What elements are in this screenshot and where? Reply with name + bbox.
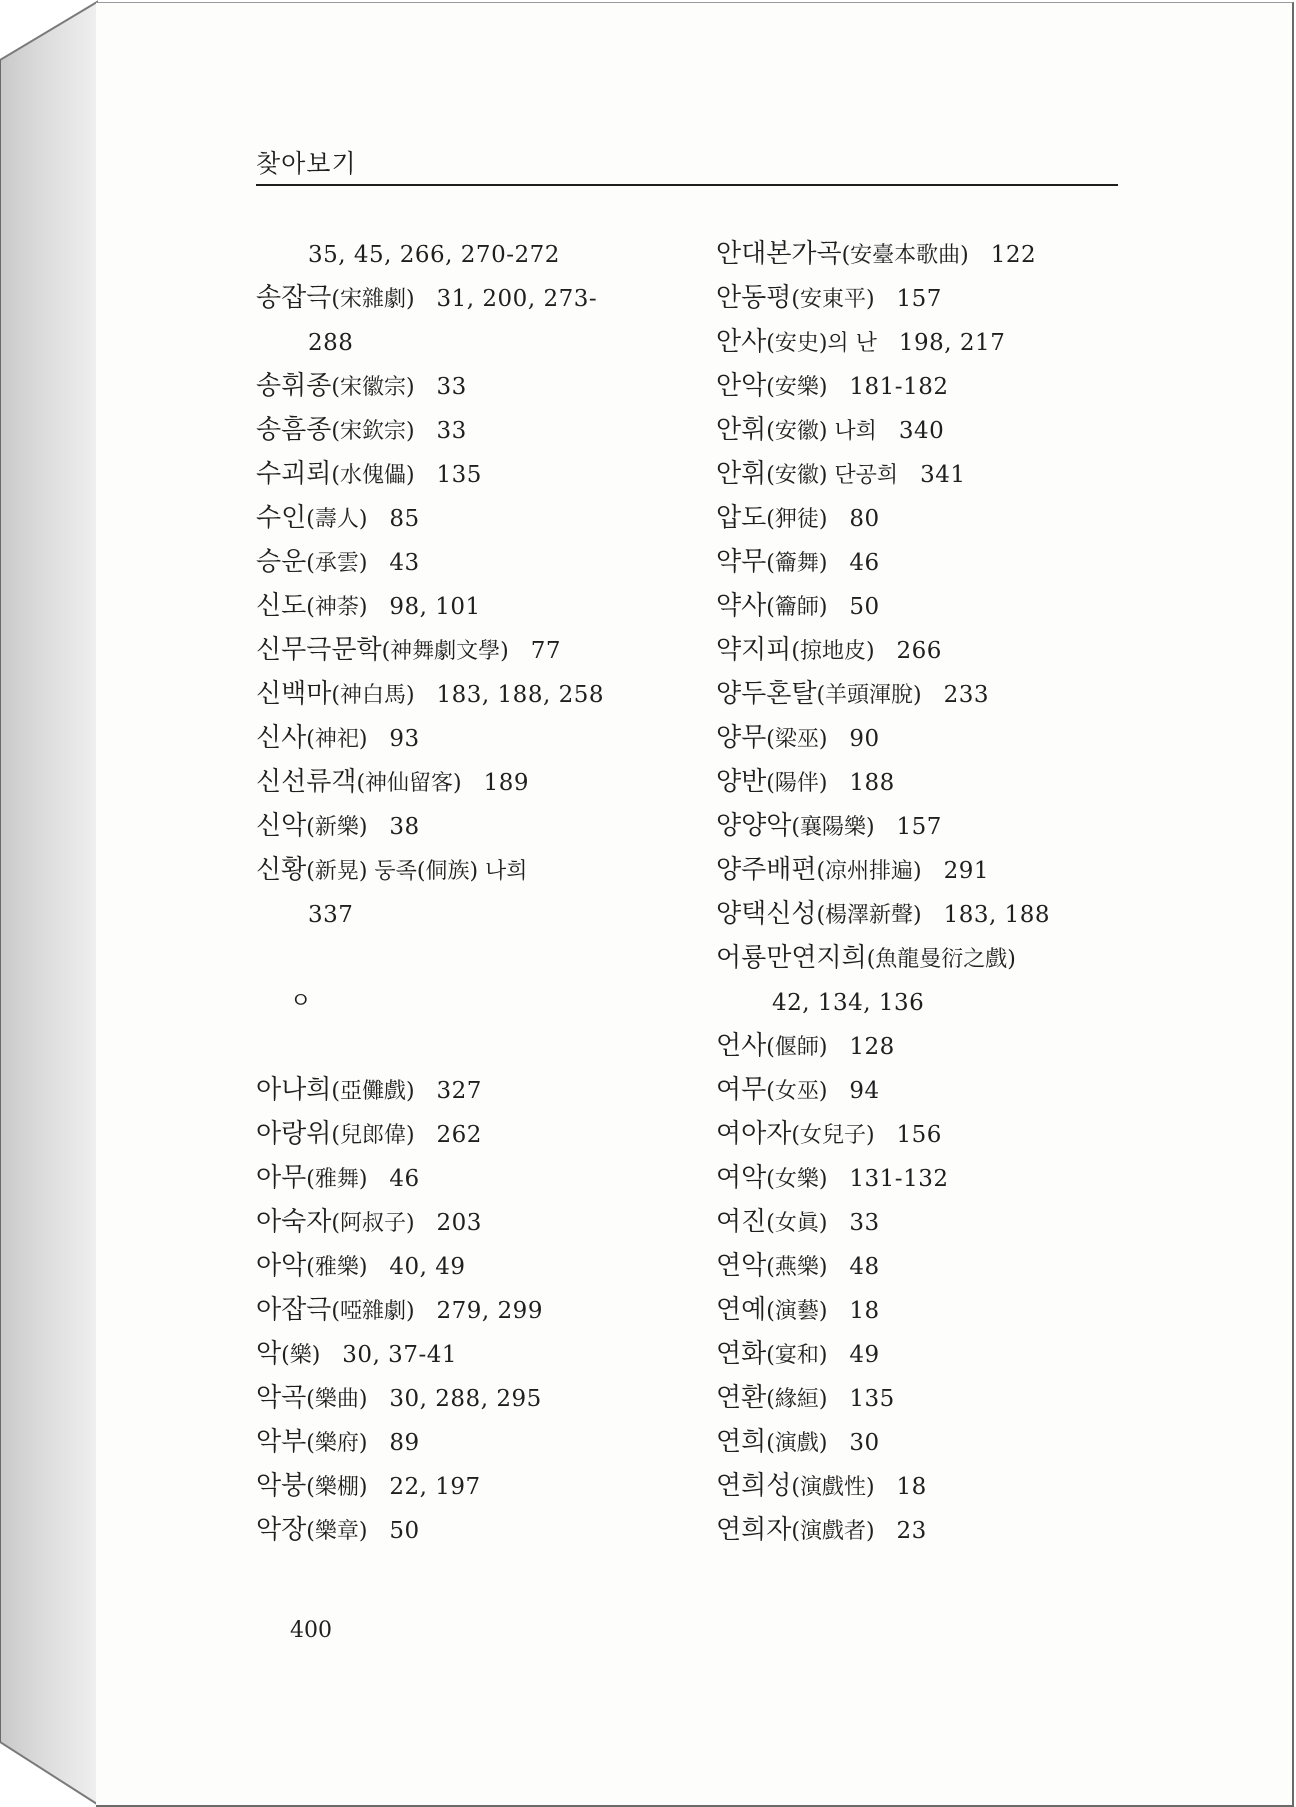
entry-hanja: (樂棚) [306, 1475, 368, 1500]
index-entry [716, 1200, 1136, 1244]
entry-pages: 183, 188 [943, 902, 1051, 928]
entry-hanja: (魚龍曼衍之戲) [866, 947, 1016, 972]
entry-pages: 40, 49 [389, 1254, 466, 1280]
index-entry [256, 848, 676, 892]
entry-term: 송잡극 [256, 283, 332, 313]
entry-hanja: (安徽) 단공희 [766, 463, 899, 488]
entry-term: 악곡 [256, 1383, 307, 1413]
index-entry [256, 672, 676, 716]
entry-term: 연화 [716, 1339, 767, 1369]
index-entry [256, 1464, 676, 1508]
entry-pages: 131-132 [849, 1166, 949, 1192]
entry-term: 안휘 [716, 459, 767, 489]
entry-pages: 38 [389, 814, 420, 840]
index-entry [716, 1024, 1136, 1068]
entry-term: 연희자 [716, 1515, 792, 1545]
entry-term: 악부 [256, 1427, 307, 1457]
entry-term: 약지피 [716, 635, 792, 665]
index-entry [716, 672, 1136, 716]
entry-pages: 340 [898, 418, 945, 444]
entry-term: 여무 [716, 1075, 767, 1105]
index-entry [716, 1068, 1136, 1112]
entry-pages: 35, 45, 266, 270-272 [308, 242, 560, 268]
entry-pages: 30, 37-41 [342, 1342, 457, 1368]
index-entry [256, 584, 676, 628]
entry-pages: 30, 288, 295 [389, 1386, 542, 1412]
entry-pages: 233 [943, 682, 990, 708]
entry-hanja: (凉州排遍) [816, 859, 922, 884]
index-entry [256, 628, 676, 672]
entry-term: 압도 [716, 503, 767, 533]
entry-hanja: (安史)의 난 [766, 331, 877, 356]
entry-hanja: (水傀儡) [331, 463, 415, 488]
entry-term: 아악 [256, 1251, 307, 1281]
entry-term: 안동평 [716, 283, 792, 313]
entry-hanja: (神荼) [306, 595, 368, 620]
entry-pages: 288 [308, 330, 354, 356]
entry-term: 신백마 [256, 679, 332, 709]
entry-pages: 43 [389, 550, 420, 576]
entry-term: 연환 [716, 1383, 767, 1413]
index-entry [716, 1464, 1136, 1508]
entry-term: 양양악 [716, 811, 792, 841]
entry-pages: 135 [436, 462, 482, 488]
entry-pages: 46 [389, 1166, 420, 1192]
entry-pages: 189 [483, 770, 530, 796]
page-number: 400 [290, 1618, 332, 1643]
entry-term: 언사 [716, 1031, 767, 1061]
entry-term: 여악 [716, 1163, 767, 1193]
entry-pages: 157 [896, 814, 942, 840]
entry-pages: 128 [849, 1034, 895, 1060]
entry-pages: 30 [849, 1430, 880, 1456]
entry-hanja: (掠地皮) [791, 639, 875, 664]
index-column-left [256, 232, 676, 1552]
entry-pages: 22, 197 [389, 1474, 481, 1500]
entry-pages: 93 [389, 726, 420, 752]
entry-term: 신도 [256, 591, 307, 621]
entry-hanja: (安臺本歌曲) [841, 243, 969, 268]
entry-pages: 85 [389, 506, 420, 532]
entry-term: 악붕 [256, 1471, 307, 1501]
entry-term: 송흠종 [256, 415, 332, 445]
index-entry [256, 496, 676, 540]
index-entry [716, 584, 1136, 628]
entry-pages: 33 [436, 374, 467, 400]
entry-hanja: (演戲) [766, 1431, 828, 1456]
entry-hanja: (壽人) [306, 507, 368, 532]
entry-pages: 266 [896, 638, 942, 664]
entry-pages: 23 [896, 1518, 927, 1544]
entry-term: 아랑위 [256, 1119, 332, 1149]
entry-hanja: (緣絙) [766, 1387, 828, 1412]
entry-term: 연악 [716, 1251, 767, 1281]
entry-hanja: (亞儺戲) [331, 1079, 415, 1104]
entry-term: 아숙자 [256, 1207, 332, 1237]
entry-hanja: (神祀) [306, 727, 368, 752]
entry-term: 신사 [256, 723, 307, 753]
entry-hanja: (樂章) [306, 1519, 368, 1544]
entry-hanja: (雅舞) [306, 1167, 368, 1192]
entry-pages: 157 [896, 286, 942, 312]
index-entry [256, 1156, 676, 1200]
entry-hanja: (宋雜劇) [331, 287, 415, 312]
running-header [256, 142, 1118, 186]
entry-hanja: (演藝) [766, 1299, 828, 1324]
entry-term: 연예 [716, 1295, 767, 1325]
index-entry [716, 1244, 1136, 1288]
entry-continuation [716, 980, 1136, 1024]
index-entry [256, 364, 676, 408]
entry-hanja: (偃師) [766, 1035, 828, 1060]
entry-term: 수인 [256, 503, 307, 533]
entry-hanja: (承雲) [306, 551, 368, 576]
entry-pages: 50 [849, 594, 880, 620]
entry-hanja: (羊頭渾脫) [816, 683, 922, 708]
entry-pages: 181-182 [849, 374, 949, 400]
entry-hanja: (燕樂) [766, 1255, 828, 1280]
entry-term: 아나희 [256, 1075, 332, 1105]
index-entry [716, 1156, 1136, 1200]
entry-hanja: (兒郎偉) [331, 1123, 415, 1148]
entry-pages: 89 [389, 1430, 420, 1456]
entry-hanja: (樂曲) [306, 1387, 368, 1412]
entry-pages: 156 [896, 1122, 942, 1148]
entry-pages: 80 [849, 506, 880, 532]
index-entry [256, 760, 676, 804]
entry-pages: 279, 299 [436, 1298, 543, 1324]
entry-pages: 31, 200, 273- [436, 286, 598, 312]
entry-pages: 203 [436, 1210, 482, 1236]
entry-hanja: (樂) [281, 1343, 321, 1368]
entry-term: 양두혼탈 [716, 679, 817, 709]
entry-hanja: (宋欽宗) [331, 419, 415, 444]
entry-term: 약사 [716, 591, 767, 621]
entry-pages: 327 [436, 1078, 482, 1104]
entry-hanja: (神白馬) [331, 683, 415, 708]
entry-term: 연희 [716, 1427, 767, 1457]
entry-term: 악 [256, 1339, 282, 1369]
entry-pages: 46 [849, 550, 880, 576]
entry-pages: 188 [849, 770, 895, 796]
entry-hanja: (安樂) [766, 375, 828, 400]
entry-term: 여진 [716, 1207, 767, 1237]
index-entry [256, 804, 676, 848]
index-entry [256, 540, 676, 584]
entry-term: 신선류객 [256, 767, 357, 797]
index-entry [256, 1332, 676, 1376]
entry-hanja: (梁巫) [766, 727, 828, 752]
index-entry [716, 408, 1136, 452]
entry-hanja: (宋徽宗) [331, 375, 415, 400]
index-entry [716, 1420, 1136, 1464]
index-entry [716, 760, 1136, 804]
entry-pages: 90 [849, 726, 880, 752]
entry-pages: 183, 188, 258 [436, 682, 604, 708]
index-entry [256, 1288, 676, 1332]
entry-hanja: (女眞) [766, 1211, 828, 1236]
entry-pages: 262 [436, 1122, 482, 1148]
entry-pages: 18 [849, 1298, 880, 1324]
entry-hanja: (襄陽樂) [791, 815, 875, 840]
index-entry [256, 1508, 676, 1552]
entry-hanja: (新晃) 둥족(侗族) 나희 [306, 859, 528, 884]
entry-pages: 122 [990, 242, 1037, 268]
entry-hanja: (樂府) [306, 1431, 368, 1456]
entry-term: 수괴뢰 [256, 459, 332, 489]
entry-term: 신황 [256, 855, 307, 885]
index-entry [716, 628, 1136, 672]
index-entry [716, 276, 1136, 320]
entry-term: 아잡극 [256, 1295, 332, 1325]
entry-pages: 135 [849, 1386, 895, 1412]
entry-term: 신악 [256, 811, 307, 841]
entry-term: 승운 [256, 547, 307, 577]
index-entry [716, 848, 1136, 892]
entry-term: 안사 [716, 327, 767, 357]
entry-hanja: (陽伴) [766, 771, 828, 796]
entry-term: 안악 [716, 371, 767, 401]
entry-continuation [256, 232, 676, 276]
index-entry [716, 1288, 1136, 1332]
entry-term: 송휘종 [256, 371, 332, 401]
index-entry [716, 540, 1136, 584]
index-entry [256, 408, 676, 452]
entry-pages: 50 [389, 1518, 420, 1544]
entry-hanja: (女巫) [766, 1079, 828, 1104]
index-entry [716, 1508, 1136, 1552]
entry-continuation [256, 892, 676, 936]
index-entry [716, 804, 1136, 848]
entry-pages: 98, 101 [389, 594, 481, 620]
index-entry [716, 936, 1136, 980]
entry-hanja: (新樂) [306, 815, 368, 840]
entry-term: 안휘 [716, 415, 767, 445]
entry-hanja: (宴和) [766, 1343, 828, 1368]
index-entry [256, 276, 676, 320]
entry-pages: 77 [530, 638, 562, 664]
entry-term: 아무 [256, 1163, 307, 1193]
entry-hanja: (籥師) [766, 595, 828, 620]
entry-term: 어룡만연지희 [716, 943, 867, 973]
entry-term: 악장 [256, 1515, 307, 1545]
index-entry [256, 1420, 676, 1464]
section-letter: ㅇ [290, 989, 312, 1014]
index-entry [716, 232, 1136, 276]
header-title: 찾아보기 [256, 149, 357, 178]
index-entry [256, 452, 676, 496]
entry-hanja: (演戲性) [791, 1475, 875, 1500]
entry-hanja: (神仙留客) [356, 771, 462, 796]
entry-hanja: (演戲者) [791, 1519, 875, 1544]
entry-pages: 198, 217 [898, 330, 1006, 356]
entry-term: 양무 [716, 723, 767, 753]
entry-hanja: (安徽) 나희 [766, 419, 877, 444]
index-entry [716, 1332, 1136, 1376]
entry-hanja: (狎徒) [766, 507, 828, 532]
index-entry [716, 892, 1136, 936]
index-entry [716, 320, 1136, 364]
entry-pages: 337 [308, 902, 354, 928]
index-entry [716, 364, 1136, 408]
entry-hanja: (女樂) [766, 1167, 828, 1192]
entry-pages: 291 [943, 858, 990, 884]
entry-pages: 94 [849, 1078, 880, 1104]
index-entry [716, 496, 1136, 540]
entry-term: 양반 [716, 767, 767, 797]
entry-hanja: (啞雜劇) [331, 1299, 415, 1324]
index-entry [256, 1376, 676, 1420]
index-entry [716, 1112, 1136, 1156]
entry-term: 양택신성 [716, 899, 817, 929]
entry-pages: 49 [849, 1342, 880, 1368]
index-entry [256, 1200, 676, 1244]
blank-line [256, 1024, 676, 1068]
index-entry [716, 716, 1136, 760]
entry-term: 여아자 [716, 1119, 792, 1149]
index-entry [256, 1068, 676, 1112]
index-entry [256, 716, 676, 760]
entry-pages: 48 [849, 1254, 880, 1280]
entry-hanja: (籥舞) [766, 551, 828, 576]
entry-term: 연희성 [716, 1471, 792, 1501]
entry-hanja: (阿叔子) [331, 1211, 415, 1236]
index-entry [256, 1244, 676, 1288]
entry-continuation [256, 320, 676, 364]
entry-term: 약무 [716, 547, 767, 577]
entry-hanja: (神舞劇文學) [381, 639, 509, 664]
entry-term: 안대본가곡 [716, 239, 842, 269]
index-column-right [716, 232, 1136, 1552]
entry-pages: 341 [920, 462, 966, 488]
entry-pages: 33 [849, 1210, 880, 1236]
index-entry [716, 1376, 1136, 1420]
entry-hanja: (楊澤新聲) [816, 903, 922, 928]
blank-line [256, 936, 676, 980]
entry-hanja: (安東平) [791, 287, 875, 312]
entry-term: 양주배편 [716, 855, 817, 885]
index-entry [716, 452, 1136, 496]
index-entry [256, 1112, 676, 1156]
entry-hanja: (女兒子) [791, 1123, 875, 1148]
entry-hanja: (雅樂) [306, 1255, 368, 1280]
entry-pages: 33 [436, 418, 467, 444]
entry-term: 신무극문학 [256, 635, 382, 665]
entry-pages: 42, 134, 136 [772, 990, 925, 1016]
entry-pages: 18 [896, 1474, 927, 1500]
